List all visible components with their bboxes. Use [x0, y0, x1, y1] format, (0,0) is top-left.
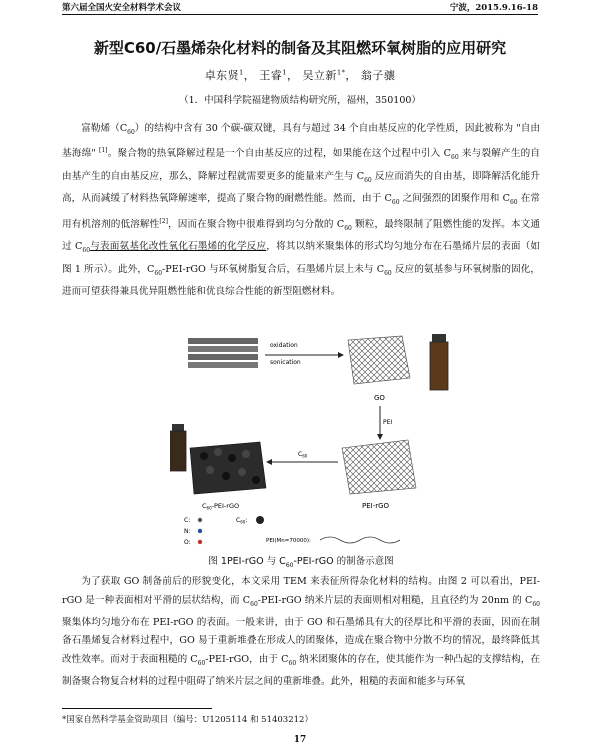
sonication-label: sonication — [270, 359, 301, 366]
author-2: 王睿 — [259, 69, 283, 82]
subscript: 60 — [391, 199, 400, 207]
legend-pei: PEI(Mn=70000): — [266, 538, 311, 544]
text-run: 聚集体均匀地分布在 PEI-rGO 的表面。一般来讲，由于 GO 和石墨烯具有大的径厚比和平滑的表面，因而在制备石墨烯复合材料过程中，GO 易于重新堆叠在形成人的团聚体，造成在聚合物中分散不均的情况，最终降低其改性效率。而对于表面粗糙的 C — [62, 616, 540, 665]
subscript: 60 — [82, 247, 91, 255]
c60-arrow-label: $C_{60}$ — [298, 451, 308, 459]
text-run: ，将其以纳米聚集体的形式均匀地分布在石墨烯片层的表面（如图 1 所示）。此外，C — [62, 241, 541, 275]
text-run: 之间强烈的团聚作用和 C — [399, 193, 510, 205]
text-run: 在常用有机溶剂的低溶解性 — [62, 193, 540, 230]
legend-oxygen: O: — [184, 539, 191, 546]
author-1: 卓东贤 — [204, 69, 240, 82]
pei-rgo-label: PEI-rGO — [362, 502, 390, 510]
subscript: 60 — [154, 269, 163, 277]
intro-paragraph — [62, 120, 540, 302]
affiliation: （1．中国科学院福建物质结构研究所，福州，350100） — [179, 95, 421, 106]
author-3: 吴立新 — [302, 69, 337, 82]
subscript: 60 — [509, 199, 518, 207]
subscript: 60 — [288, 659, 297, 667]
author-1-affil: 1 — [239, 68, 244, 77]
text-run: 纳米团聚体的存在，使其能作为一种凸起的支撑结构，在制备聚合物复合材料的过程中阻碍了纳米片层之间的重新堆叠。此外，粗糙的表面和能多与环氧 — [62, 653, 540, 688]
text-run: -PEI-rGO 与环氧树脂复合后，石墨烯片层上未与 C — [162, 263, 385, 275]
graphite-stack-image — [188, 338, 258, 368]
citation: [2] — [159, 217, 168, 225]
c60-pei-rgo-sheet-image — [190, 442, 266, 494]
text-run: 来与裂解产生的自由基产生的自由基反应，那么，降解过程就需要更多的能量来产生与 C — [62, 148, 540, 182]
pei-arrow-label: PEI — [383, 419, 393, 426]
page-number: 17 — [293, 735, 307, 745]
subscript: 60 — [127, 128, 135, 136]
header-conference: 第六届全国火安全材料学术会议 — [62, 3, 182, 13]
author-separator: ， — [286, 69, 299, 82]
text-run: ）的结构中含有 30 个碳-碳双键，具有与超过 34 个自由基反应的化学性质，因此被称为 "自由基海绵" — [62, 123, 540, 160]
author-separator: ， — [345, 69, 357, 82]
pei-rgo-sheet-image — [342, 440, 416, 494]
legend-nitrogen: N: — [184, 528, 191, 535]
funding-footnote: *国家自然科学基金资助项目（编号：U1205114 和 51403212） — [62, 715, 313, 725]
footnote-rule — [62, 708, 212, 709]
subscript: 60 — [532, 600, 540, 608]
underlined-text: 与表面氨基化改性氧化石墨烯的化学反应 — [90, 241, 267, 253]
subscript: 60 — [384, 269, 392, 277]
text-run: ，因而在聚合物中很难得到均匀分散的 C — [167, 219, 345, 230]
caption-text: -PEI-rGO 的制备示意图 — [293, 556, 394, 567]
go-sheet-image — [348, 336, 410, 384]
subscript: 60 — [250, 600, 258, 608]
c60-pei-rgo-label: $C_{60}-PEI$-rGO — [202, 502, 240, 511]
go-vial-icon — [430, 334, 448, 390]
legend-carbon: C: — [184, 517, 191, 524]
paper-title: 新型C60/石墨烯杂化材料的制备及其阻燃环氧树脂的应用研究 — [93, 39, 507, 57]
figure-caption — [62, 553, 540, 569]
subscript: 60 — [197, 659, 206, 667]
subscript: 60 — [285, 561, 294, 569]
author-2-affil: 1 — [282, 68, 287, 77]
figure-legend — [184, 516, 400, 546]
author-3-affil: 1* — [336, 68, 346, 77]
subscript: 60 — [451, 154, 459, 162]
subscript: 60 — [364, 176, 372, 184]
go-label: GO — [374, 394, 385, 402]
oxidation-label: oxidation — [270, 342, 298, 349]
citation: [1] — [99, 147, 108, 155]
figure-1-scheme — [170, 330, 466, 550]
results-paragraph — [62, 573, 540, 692]
legend-c60: $C_{60}$: — [236, 517, 248, 525]
text-run: -PEI-rGO，由于 C — [205, 653, 289, 665]
text-run: -PEI-rGO 纳米片层的表面则相对粗糙，且直径约为 20nm 的 C — [257, 594, 533, 606]
text-run: 。聚合物的热氧降解过程是一个自由基反应的过程，如果能在这个过程中引入 C — [107, 148, 452, 160]
text-run: 反应而消失的自由基，即降解活化能升高，从而减缓了材料热氧降解速率，提高了聚合物的耐燃性能。然而，由于 C — [62, 171, 540, 205]
c60-vial-icon — [170, 424, 186, 471]
text-run: 颗粒，最终限制了阻燃性能的发挥。本文通过 C — [62, 219, 540, 253]
author-separator: ， — [243, 69, 256, 82]
caption-text: 图 1PEI-rGO 与 C — [208, 556, 286, 567]
running-header — [62, 0, 538, 15]
author-list — [40, 67, 560, 83]
text-run: 为了获取 GO 制备前后的形貌变化，本文采用 TEM 来表征所得杂化材料的结构。由图 2 可以看出，PEI-rGO 是一种表面相对平滑的层状结构，而 C — [62, 576, 540, 606]
subscript: 60 — [344, 224, 352, 232]
text-run: 富勒烯（C — [81, 123, 128, 134]
text-run: 反应的氨基参与环氧树脂的固化，进而可望获得兼具优异阻燃性能和优良综合性能的新型阻燃材料。 — [62, 263, 540, 298]
header-date: 宁波，2015.9.16-18 — [449, 3, 538, 13]
author-4: 翁子骧 — [360, 69, 396, 82]
